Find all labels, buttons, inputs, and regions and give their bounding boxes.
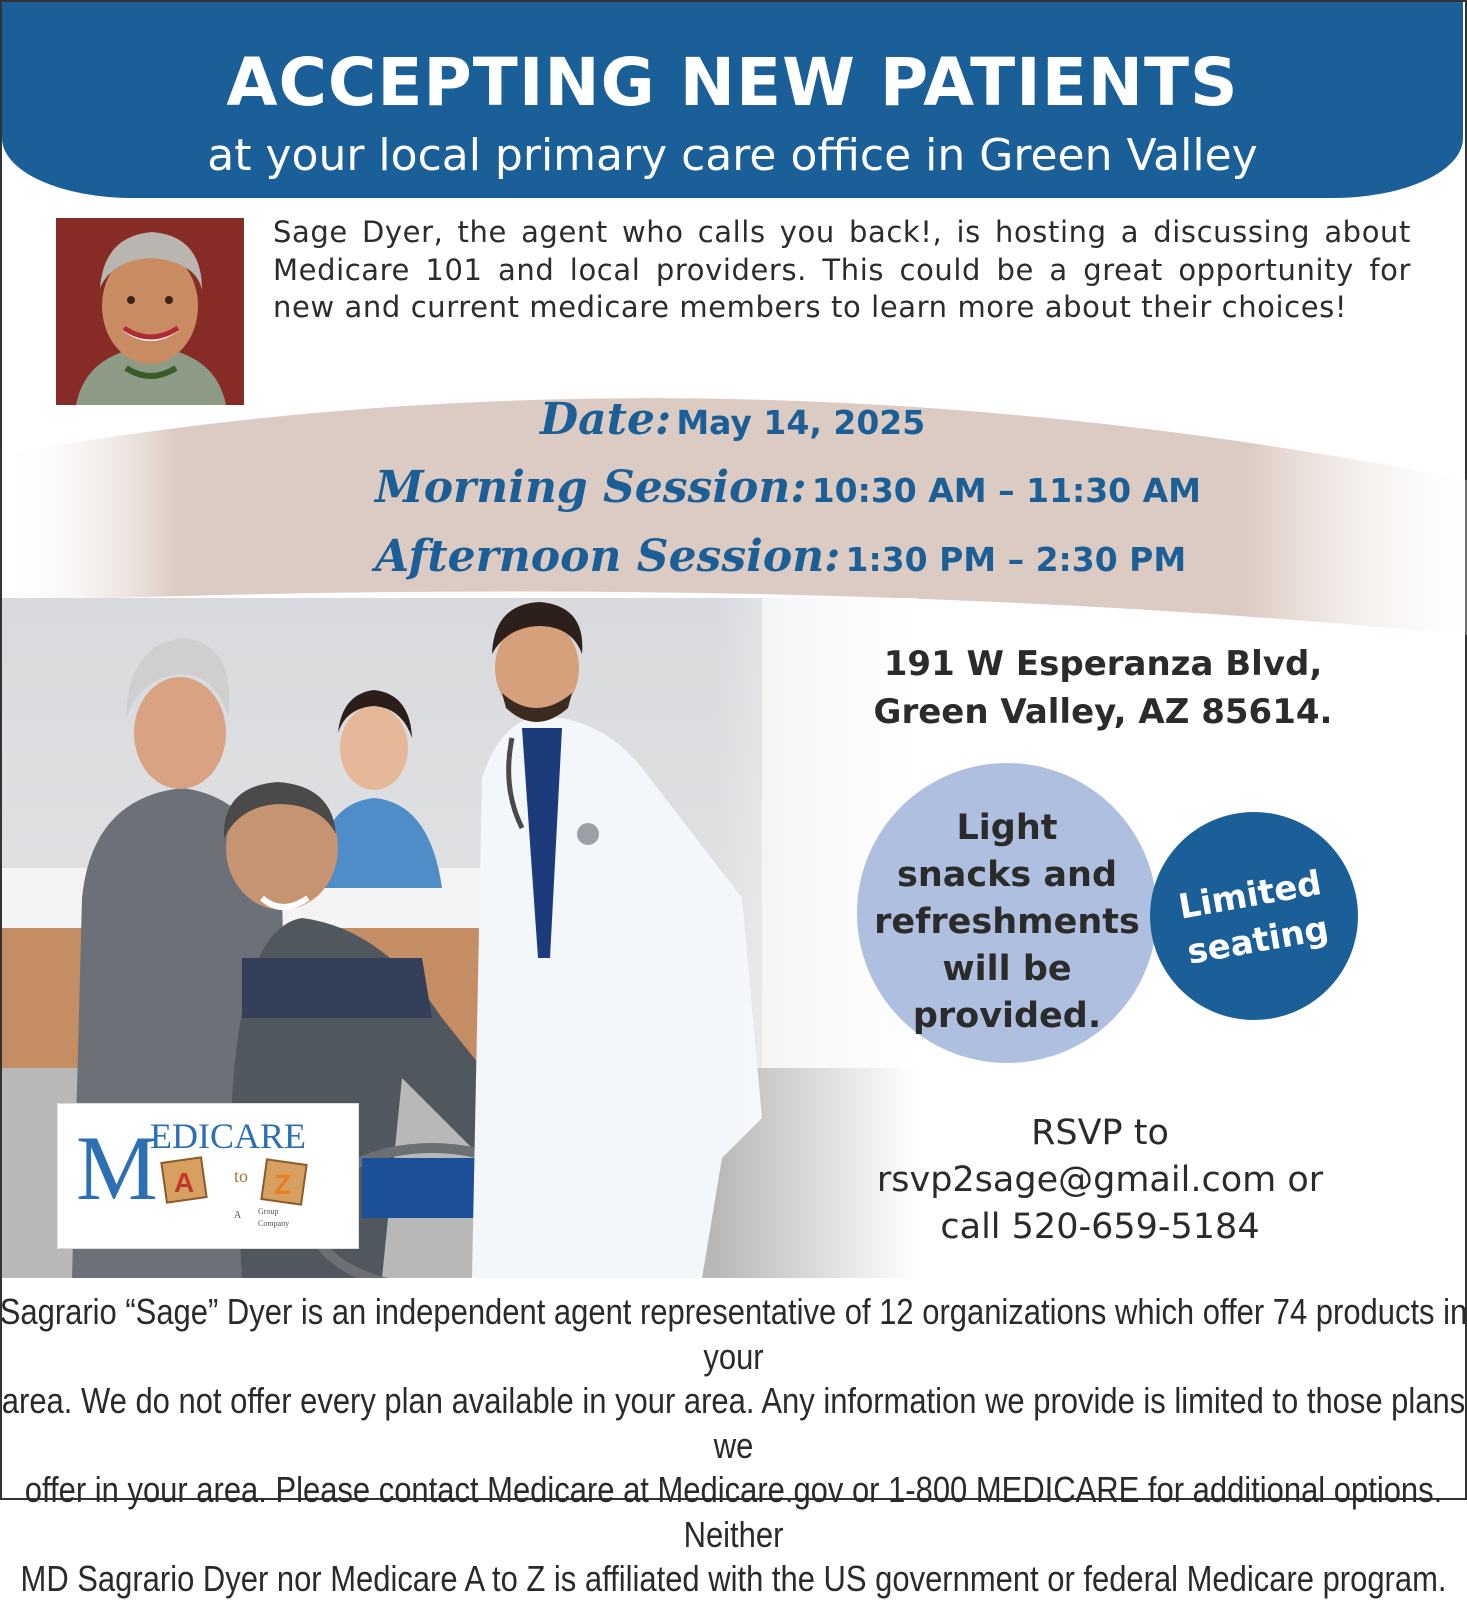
date-label: Date: [540,394,672,445]
afternoon-value: 1:30 PM – 2:30 PM [845,540,1187,579]
date-value: May 14, 2025 [676,403,926,442]
disclaimer-line: Sagrario “Sage” Dyer is an independent agent representative of 12 organizations which offer 74 products in your [0,1291,1467,1377]
disclaimer [0,1290,1467,1602]
rsvp-email[interactable]: rsvp2sage@gmail.com or [876,1160,1324,1200]
address-line-1: 191 W Esperanza Blvd, [883,644,1323,684]
logo-m: M [76,1117,158,1219]
event-address [848,640,1358,736]
afternoon-session-line [375,531,1186,582]
header-banner [2,2,1463,198]
rsvp-phone[interactable]: call 520-659-5184 [940,1207,1260,1247]
disclaimer-line: offer in your area. Please contact Medicare at Medicare.gov or 1-800 MEDICARE for additional options. Neither [24,1469,1443,1555]
morning-label: Morning Session: [375,462,807,513]
limited-line-2: seating [1184,908,1332,973]
snacks-text [857,805,1157,1040]
date-line [540,394,925,445]
snacks-line: will be [942,949,1072,989]
rsvp-info [830,1110,1370,1251]
disclaimer-line: MD Sagrario Dyer nor Medicare A to Z is affiliated with the US government or federal Medicare program. [20,1558,1447,1599]
logo-edicare: EDICARE [150,1116,306,1156]
morning-session-line [375,462,1201,513]
afternoon-label: Afternoon Session: [375,531,841,582]
intro-paragraph: Sage Dyer, the agent who calls you back!, is hosting a discussing about Medicare 101 and local providers. This could be a great opportunity for new and current medicare members to learn more about their choices! [273,215,1411,324]
snacks-line: provided. [912,996,1102,1036]
disclaimer-line: area. We do not offer every plan available in your area. Any information we provide is limited to those plans we [1,1380,1466,1466]
logo-to: to [234,1166,249,1186]
morning-value: 10:30 AM – 11:30 AM [811,471,1202,510]
logo-tagline-company: Company [258,1219,290,1228]
logo-tagline-a: A [234,1210,242,1221]
snacks-line: refreshments [874,902,1140,942]
limited-line-1: Limited [1175,863,1325,928]
medicare-a-to-z-logo [57,1103,359,1249]
page-subtitle: at your local primary care office in Green Valley [207,130,1258,181]
rsvp-line-1: RSVP to [1031,1113,1169,1153]
logo-block-a: A [174,1167,195,1198]
logo-block-z: Z [274,1169,292,1200]
snacks-line: Light [956,808,1058,848]
page-title: ACCEPTING NEW PATIENTS [226,44,1239,121]
address-line-2: Green Valley, AZ 85614. [873,692,1333,732]
snacks-line: snacks and [897,855,1117,895]
logo-tagline-group: Group [258,1207,279,1216]
